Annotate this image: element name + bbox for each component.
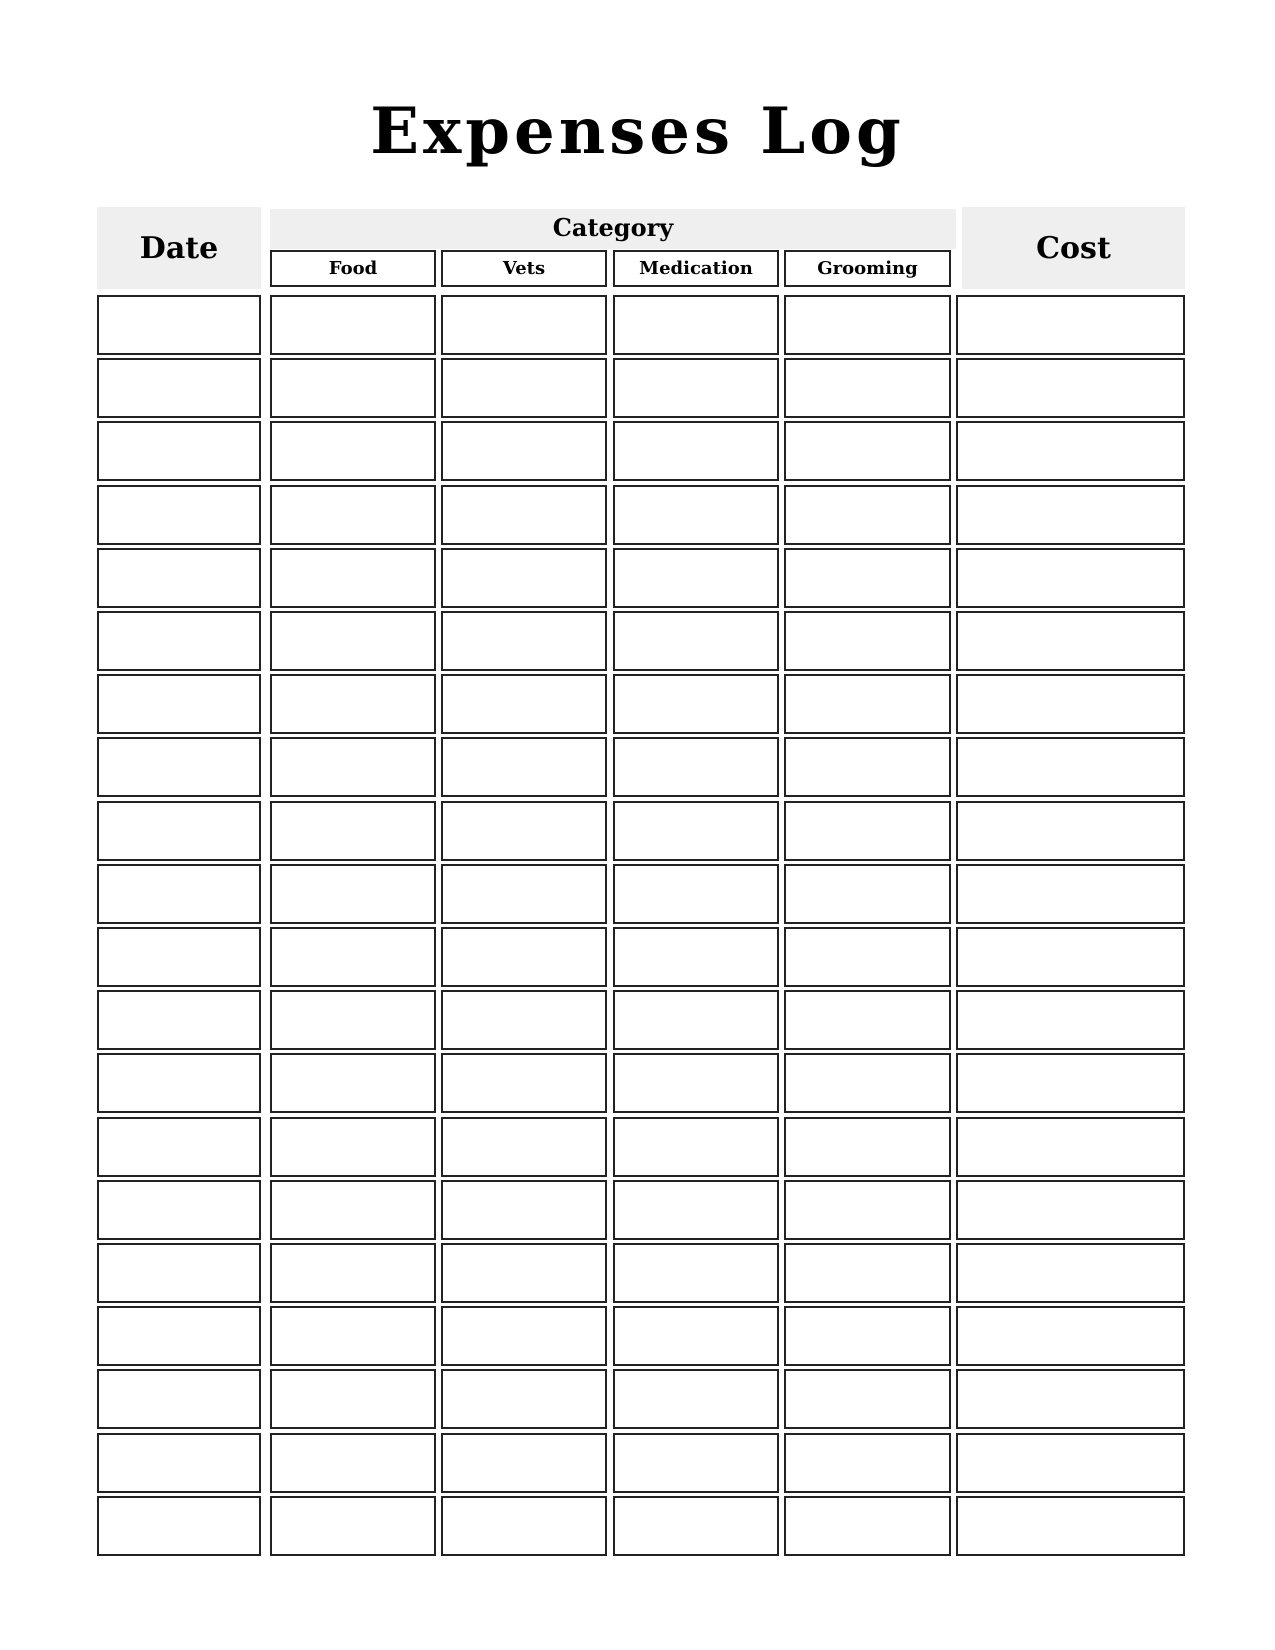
vets-cell[interactable] (441, 1306, 607, 1366)
date-cell[interactable] (97, 864, 261, 924)
medication-cell[interactable] (613, 864, 779, 924)
food-cell[interactable] (270, 295, 436, 355)
cost-cell[interactable] (956, 295, 1185, 355)
date-cell[interactable] (97, 358, 261, 418)
cost-cell[interactable] (956, 1306, 1185, 1366)
grooming-cell[interactable] (784, 1369, 951, 1429)
cost-cell[interactable] (956, 485, 1185, 545)
medication-cell[interactable] (613, 485, 779, 545)
food-cell[interactable] (270, 485, 436, 545)
medication-cell[interactable] (613, 295, 779, 355)
vets-cell[interactable] (441, 548, 607, 608)
date-cell[interactable] (97, 485, 261, 545)
vets-cell[interactable] (441, 295, 607, 355)
grooming-cell[interactable] (784, 548, 951, 608)
vets-cell[interactable] (441, 864, 607, 924)
cost-cell[interactable] (956, 1496, 1185, 1556)
food-cell[interactable] (270, 1180, 436, 1240)
grooming-cell[interactable] (784, 1433, 951, 1493)
cost-cell[interactable] (956, 927, 1185, 987)
category-column-header: Category (270, 209, 956, 249)
grooming-cell[interactable] (784, 1306, 951, 1366)
medication-cell[interactable] (613, 1243, 779, 1303)
grooming-subheader: Grooming (784, 250, 951, 287)
date-cell[interactable] (97, 421, 261, 481)
vets-cell[interactable] (441, 1053, 607, 1113)
food-cell[interactable] (270, 421, 436, 481)
grooming-cell[interactable] (784, 358, 951, 418)
grooming-cell[interactable] (784, 801, 951, 861)
food-cell[interactable] (270, 358, 436, 418)
date-cell[interactable] (97, 990, 261, 1050)
date-cell[interactable] (97, 801, 261, 861)
vets-cell[interactable] (441, 1369, 607, 1429)
grooming-cell[interactable] (784, 737, 951, 797)
medication-cell[interactable] (613, 674, 779, 734)
medication-cell[interactable] (613, 611, 779, 671)
vets-cell[interactable] (441, 1433, 607, 1493)
cost-cell[interactable] (956, 421, 1185, 481)
vets-cell[interactable] (441, 674, 607, 734)
grooming-cell[interactable] (784, 1053, 951, 1113)
cost-cell[interactable] (956, 1117, 1185, 1177)
food-cell[interactable] (270, 737, 436, 797)
vets-cell[interactable] (441, 927, 607, 987)
medication-subheader: Medication (613, 250, 779, 287)
date-cell[interactable] (97, 1369, 261, 1429)
medication-cell[interactable] (613, 737, 779, 797)
food-cell[interactable] (270, 990, 436, 1050)
date-cell[interactable] (97, 674, 261, 734)
vets-subheader: Vets (441, 250, 607, 287)
food-cell[interactable] (270, 1496, 436, 1556)
date-cell[interactable] (97, 1243, 261, 1303)
vets-cell[interactable] (441, 1496, 607, 1556)
grooming-cell[interactable] (784, 1180, 951, 1240)
date-cell[interactable] (97, 1433, 261, 1493)
date-cell[interactable] (97, 1496, 261, 1556)
food-cell[interactable] (270, 1369, 436, 1429)
date-cell[interactable] (97, 1053, 261, 1113)
page-title: Expenses Log (370, 94, 905, 169)
cost-cell[interactable] (956, 674, 1185, 734)
grooming-cell[interactable] (784, 1243, 951, 1303)
cost-cell[interactable] (956, 801, 1185, 861)
grooming-cell[interactable] (784, 990, 951, 1050)
cost-cell[interactable] (956, 548, 1185, 608)
cost-column-header: Cost (962, 207, 1185, 289)
food-subheader: Food (270, 250, 436, 287)
vets-cell[interactable] (441, 611, 607, 671)
date-column-header: Date (97, 207, 261, 289)
cost-cell[interactable] (956, 737, 1185, 797)
date-cell[interactable] (97, 1180, 261, 1240)
food-cell[interactable] (270, 1306, 436, 1366)
grooming-cell[interactable] (784, 485, 951, 545)
cost-cell[interactable] (956, 1369, 1185, 1429)
grooming-cell[interactable] (784, 674, 951, 734)
cost-cell[interactable] (956, 611, 1185, 671)
food-cell[interactable] (270, 927, 436, 987)
vets-cell[interactable] (441, 737, 607, 797)
medication-cell[interactable] (613, 1496, 779, 1556)
date-cell[interactable] (97, 737, 261, 797)
date-cell[interactable] (97, 927, 261, 987)
vets-cell[interactable] (441, 1180, 607, 1240)
medication-cell[interactable] (613, 990, 779, 1050)
cost-cell[interactable] (956, 1243, 1185, 1303)
medication-cell[interactable] (613, 1180, 779, 1240)
food-cell[interactable] (270, 801, 436, 861)
grooming-cell[interactable] (784, 1496, 951, 1556)
vets-cell[interactable] (441, 421, 607, 481)
date-cell[interactable] (97, 548, 261, 608)
cost-cell[interactable] (956, 358, 1185, 418)
grooming-cell[interactable] (784, 611, 951, 671)
vets-cell[interactable] (441, 801, 607, 861)
food-cell[interactable] (270, 1433, 436, 1493)
medication-cell[interactable] (613, 1369, 779, 1429)
grooming-cell[interactable] (784, 927, 951, 987)
grooming-cell[interactable] (784, 421, 951, 481)
food-cell[interactable] (270, 864, 436, 924)
food-cell[interactable] (270, 611, 436, 671)
cost-cell[interactable] (956, 1180, 1185, 1240)
date-cell[interactable] (97, 1306, 261, 1366)
grooming-cell[interactable] (784, 864, 951, 924)
vets-cell[interactable] (441, 485, 607, 545)
medication-cell[interactable] (613, 1117, 779, 1177)
cost-cell[interactable] (956, 864, 1185, 924)
date-cell[interactable] (97, 295, 261, 355)
grooming-cell[interactable] (784, 1117, 951, 1177)
vets-cell[interactable] (441, 1117, 607, 1177)
medication-cell[interactable] (613, 1306, 779, 1366)
food-cell[interactable] (270, 674, 436, 734)
vets-cell[interactable] (441, 990, 607, 1050)
medication-cell[interactable] (613, 927, 779, 987)
cost-cell[interactable] (956, 1433, 1185, 1493)
food-cell[interactable] (270, 548, 436, 608)
vets-cell[interactable] (441, 358, 607, 418)
medication-cell[interactable] (613, 1433, 779, 1493)
date-cell[interactable] (97, 611, 261, 671)
cost-cell[interactable] (956, 990, 1185, 1050)
medication-cell[interactable] (613, 548, 779, 608)
date-cell[interactable] (97, 1117, 261, 1177)
food-cell[interactable] (270, 1053, 436, 1113)
medication-cell[interactable] (613, 801, 779, 861)
food-cell[interactable] (270, 1243, 436, 1303)
grooming-cell[interactable] (784, 295, 951, 355)
medication-cell[interactable] (613, 1053, 779, 1113)
vets-cell[interactable] (441, 1243, 607, 1303)
food-cell[interactable] (270, 1117, 436, 1177)
medication-cell[interactable] (613, 421, 779, 481)
cost-cell[interactable] (956, 1053, 1185, 1113)
medication-cell[interactable] (613, 358, 779, 418)
